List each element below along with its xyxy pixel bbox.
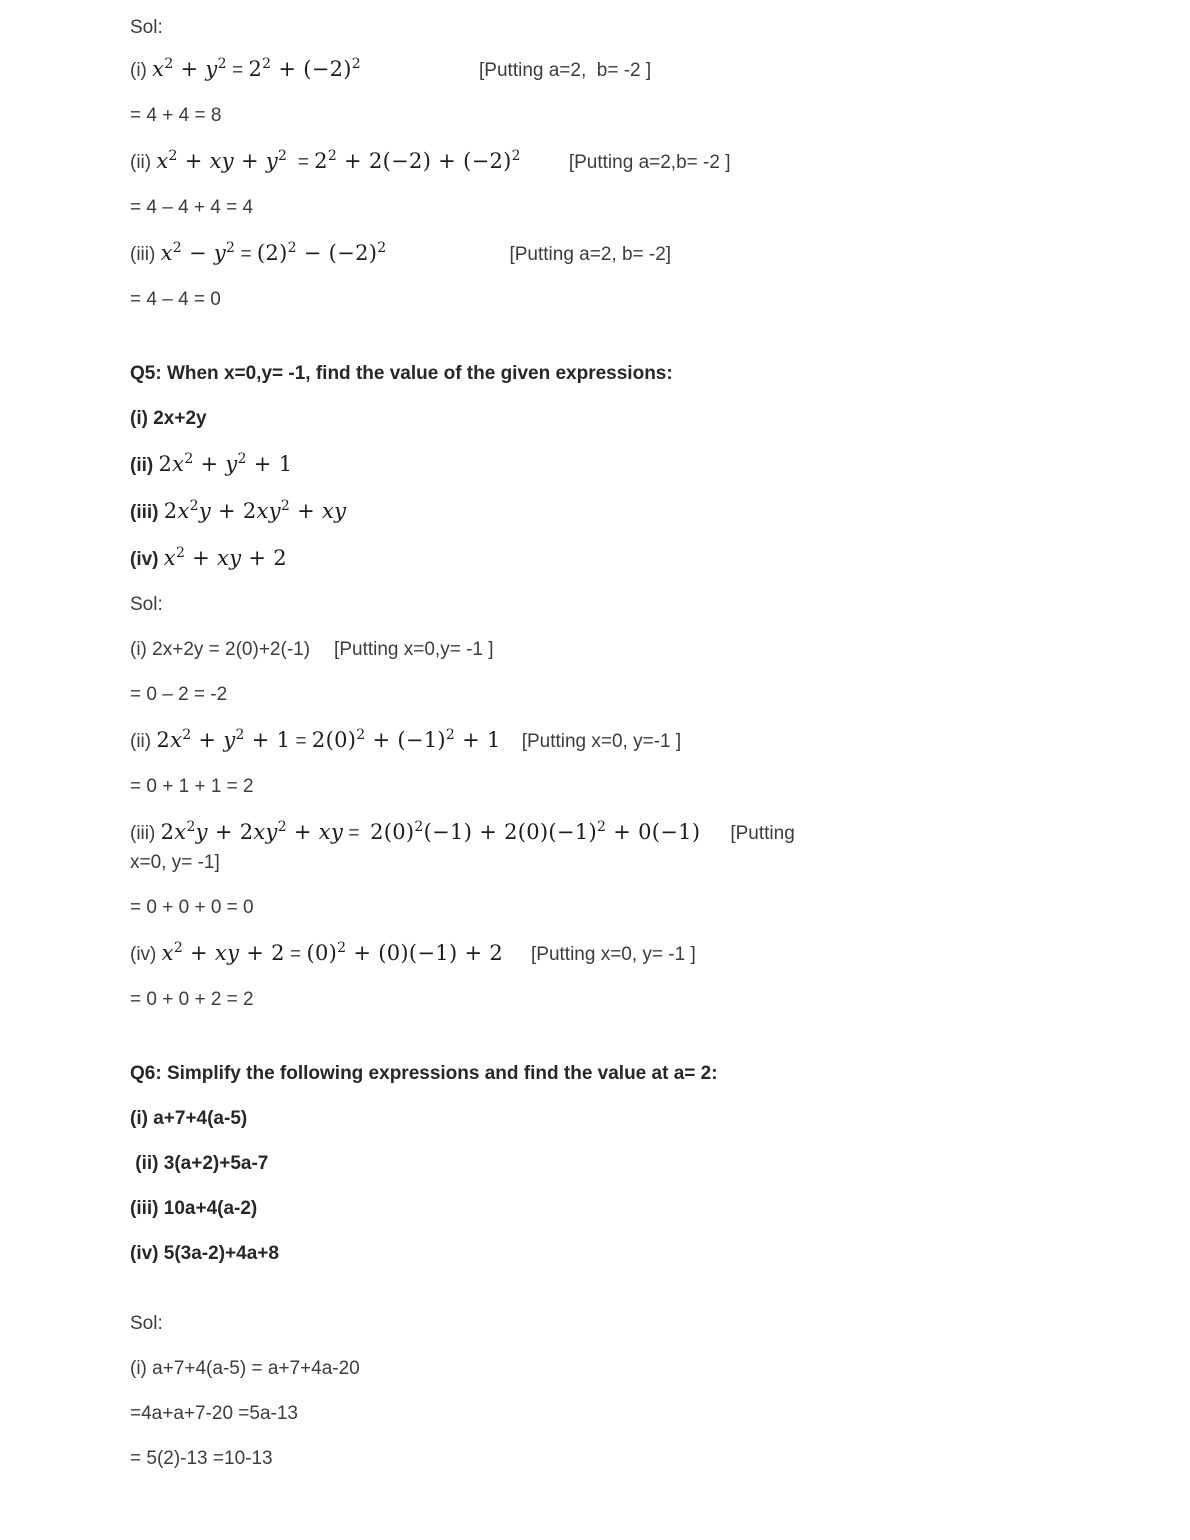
text-run: Sol:: [130, 594, 163, 615]
text-run: x=0, y= -1]: [130, 852, 220, 873]
text-run: =: [343, 823, 371, 844]
putting-annotation: [Putting a=2, b= -2]: [509, 244, 672, 265]
q5-sol-label: [130, 592, 830, 618]
math-expression: $(0)^2 + (0)(-1) + 2$: [306, 940, 503, 965]
q6-sol-line-i: [130, 1356, 830, 1382]
text-run: (iv) 5(3a-2)+4a+8: [130, 1243, 279, 1264]
math-expression: $x^2 + y^2$: [152, 56, 227, 81]
text-run: =: [287, 152, 315, 173]
q5-item-i: [130, 406, 830, 432]
text-run: = 0 + 0 + 0 = 0: [130, 897, 254, 918]
text-run: = 4 – 4 + 4 = 4: [130, 197, 254, 218]
text-run: (iii): [130, 823, 161, 844]
putting-annotation: [Putting x=0, y= -1 ]: [531, 944, 696, 965]
q6-heading: [130, 1061, 830, 1087]
q6-sol-line-i-step3-clipped-clip-box: [130, 1446, 830, 1469]
text-run: (i): [130, 60, 153, 81]
q6-sol-line-i-step2: [130, 1401, 830, 1427]
text-run: = 5(2)-13 =10-13: [130, 1448, 273, 1469]
text-run: (ii) 3(a+2)+5a-7: [130, 1153, 269, 1174]
text-run: Q6: Simplify the following expressions and find the value at a= 2:: [130, 1063, 718, 1084]
text-run: (iii): [130, 502, 164, 523]
q5-sol-line-iv: [130, 940, 830, 968]
math-expression: $x^2$ + xy + 2: [163, 545, 287, 570]
q5-sol-line-iii-wrap: [130, 850, 830, 876]
math-expression: $x^2$ + xy + $y^2$: [156, 148, 288, 173]
putting-annotation: [Putting x=0,y= -1 ]: [334, 639, 494, 660]
text-run: (iii) 10a+4(a-2): [130, 1198, 258, 1219]
q4-sol-result-iii: [130, 287, 830, 313]
math-expression: $2^2 + 2(-2) + (-2)^2$: [314, 148, 521, 173]
q5-sol-line-ii: [130, 727, 830, 755]
q4-sol-result-i: [130, 103, 830, 129]
text-run: = 0 + 1 + 1 = 2: [130, 776, 254, 797]
text-run: =: [290, 731, 312, 752]
math-expression: $x^2$ + xy + 2: [161, 940, 285, 965]
math-expression: $2x^2 + y^2 + 1$: [158, 451, 293, 476]
q6-sol-line-i-step3-clipped: [130, 1446, 830, 1472]
q4-sol-result-ii: [130, 195, 830, 221]
q5-heading: [130, 361, 830, 387]
q4-sol-label-clipped: [130, 15, 830, 41]
text-run: (ii): [130, 455, 159, 476]
text-run: = 0 – 2 = -2: [130, 684, 228, 705]
text-run: = 4 + 4 = 8: [130, 105, 222, 126]
text-run: Sol:: [130, 1313, 163, 1334]
putting-annotation: [Putting a=2, b= -2 ]: [479, 60, 652, 81]
text-run: (iv): [130, 549, 164, 570]
text-run: (ii): [130, 152, 157, 173]
text-run: (i) a+7+4(a-5): [130, 1108, 248, 1129]
q6-item-iii: [130, 1196, 830, 1222]
text-run: Sol:: [130, 17, 163, 38]
text-run: (i) 2x+2y = 2(0)+2(-1): [130, 639, 311, 660]
math-expression: $2x^2y + 2xy^2$ + xy: [160, 819, 344, 844]
text-run: (iv): [130, 944, 162, 965]
text-run: =: [235, 244, 257, 265]
math-expression: $2x^2y + 2xy^2$ + xy: [163, 498, 347, 523]
q6-item-ii: [130, 1151, 830, 1177]
putting-annotation: [Putting x=0, y=-1 ]: [521, 731, 682, 752]
math-expression: $2x^2 + y^2 + 1$: [156, 727, 291, 752]
text-run: =: [226, 60, 249, 81]
q5-item-iv: [130, 545, 830, 573]
q5-sol-result-iii: [130, 895, 830, 921]
math-expression: $2^2 + (-2)^2$: [248, 56, 362, 81]
text-run: =: [284, 944, 307, 965]
text-run: (i) a+7+4(a-5) = a+7+4a-20: [130, 1358, 360, 1379]
math-expression: $2(0)^2 + (-1)^2 + 1$: [311, 727, 501, 752]
q6-item-iv: [130, 1241, 830, 1267]
q5-sol-result-ii: [130, 774, 830, 800]
q4-sol-label-clipped-clip-box: [130, 15, 830, 38]
q5-sol-line-i: [130, 637, 830, 663]
text-run: =4a+a+7-20 =5a-13: [130, 1403, 298, 1424]
math-expression: $(2)^2 - (-2)^2$: [256, 240, 387, 265]
math-expression: $2(0)^2(-1) + 2(0)(-1)^2 + 0(-1)$: [370, 819, 701, 844]
q4-sol-line-ii: [130, 148, 830, 176]
text-run: Q5: When x=0,y= -1, find the value of the given expressions:: [130, 363, 673, 384]
text-run: = 4 – 4 = 0: [130, 289, 221, 310]
q6-sol-label: [130, 1311, 830, 1337]
q4-sol-line-iii: [130, 240, 830, 268]
text-run: (i) 2x+2y: [130, 408, 207, 429]
putting-annotation: [Putting: [730, 823, 795, 844]
q5-item-iii: [130, 498, 830, 526]
q6-item-i: [130, 1106, 830, 1132]
putting-annotation: [Putting a=2,b= -2 ]: [568, 152, 731, 173]
q5-sol-result-iv: [130, 987, 830, 1013]
q5-sol-result-i: [130, 682, 830, 708]
math-expression: $x^2 - y^2$: [160, 240, 236, 265]
text-run: (iii): [130, 244, 161, 265]
q5-sol-line-iii: [130, 819, 830, 847]
q4-sol-line-i: [130, 56, 830, 84]
q5-item-ii: [130, 451, 830, 479]
text-run: = 0 + 0 + 2 = 2: [130, 989, 254, 1010]
text-run: (ii): [130, 731, 157, 752]
